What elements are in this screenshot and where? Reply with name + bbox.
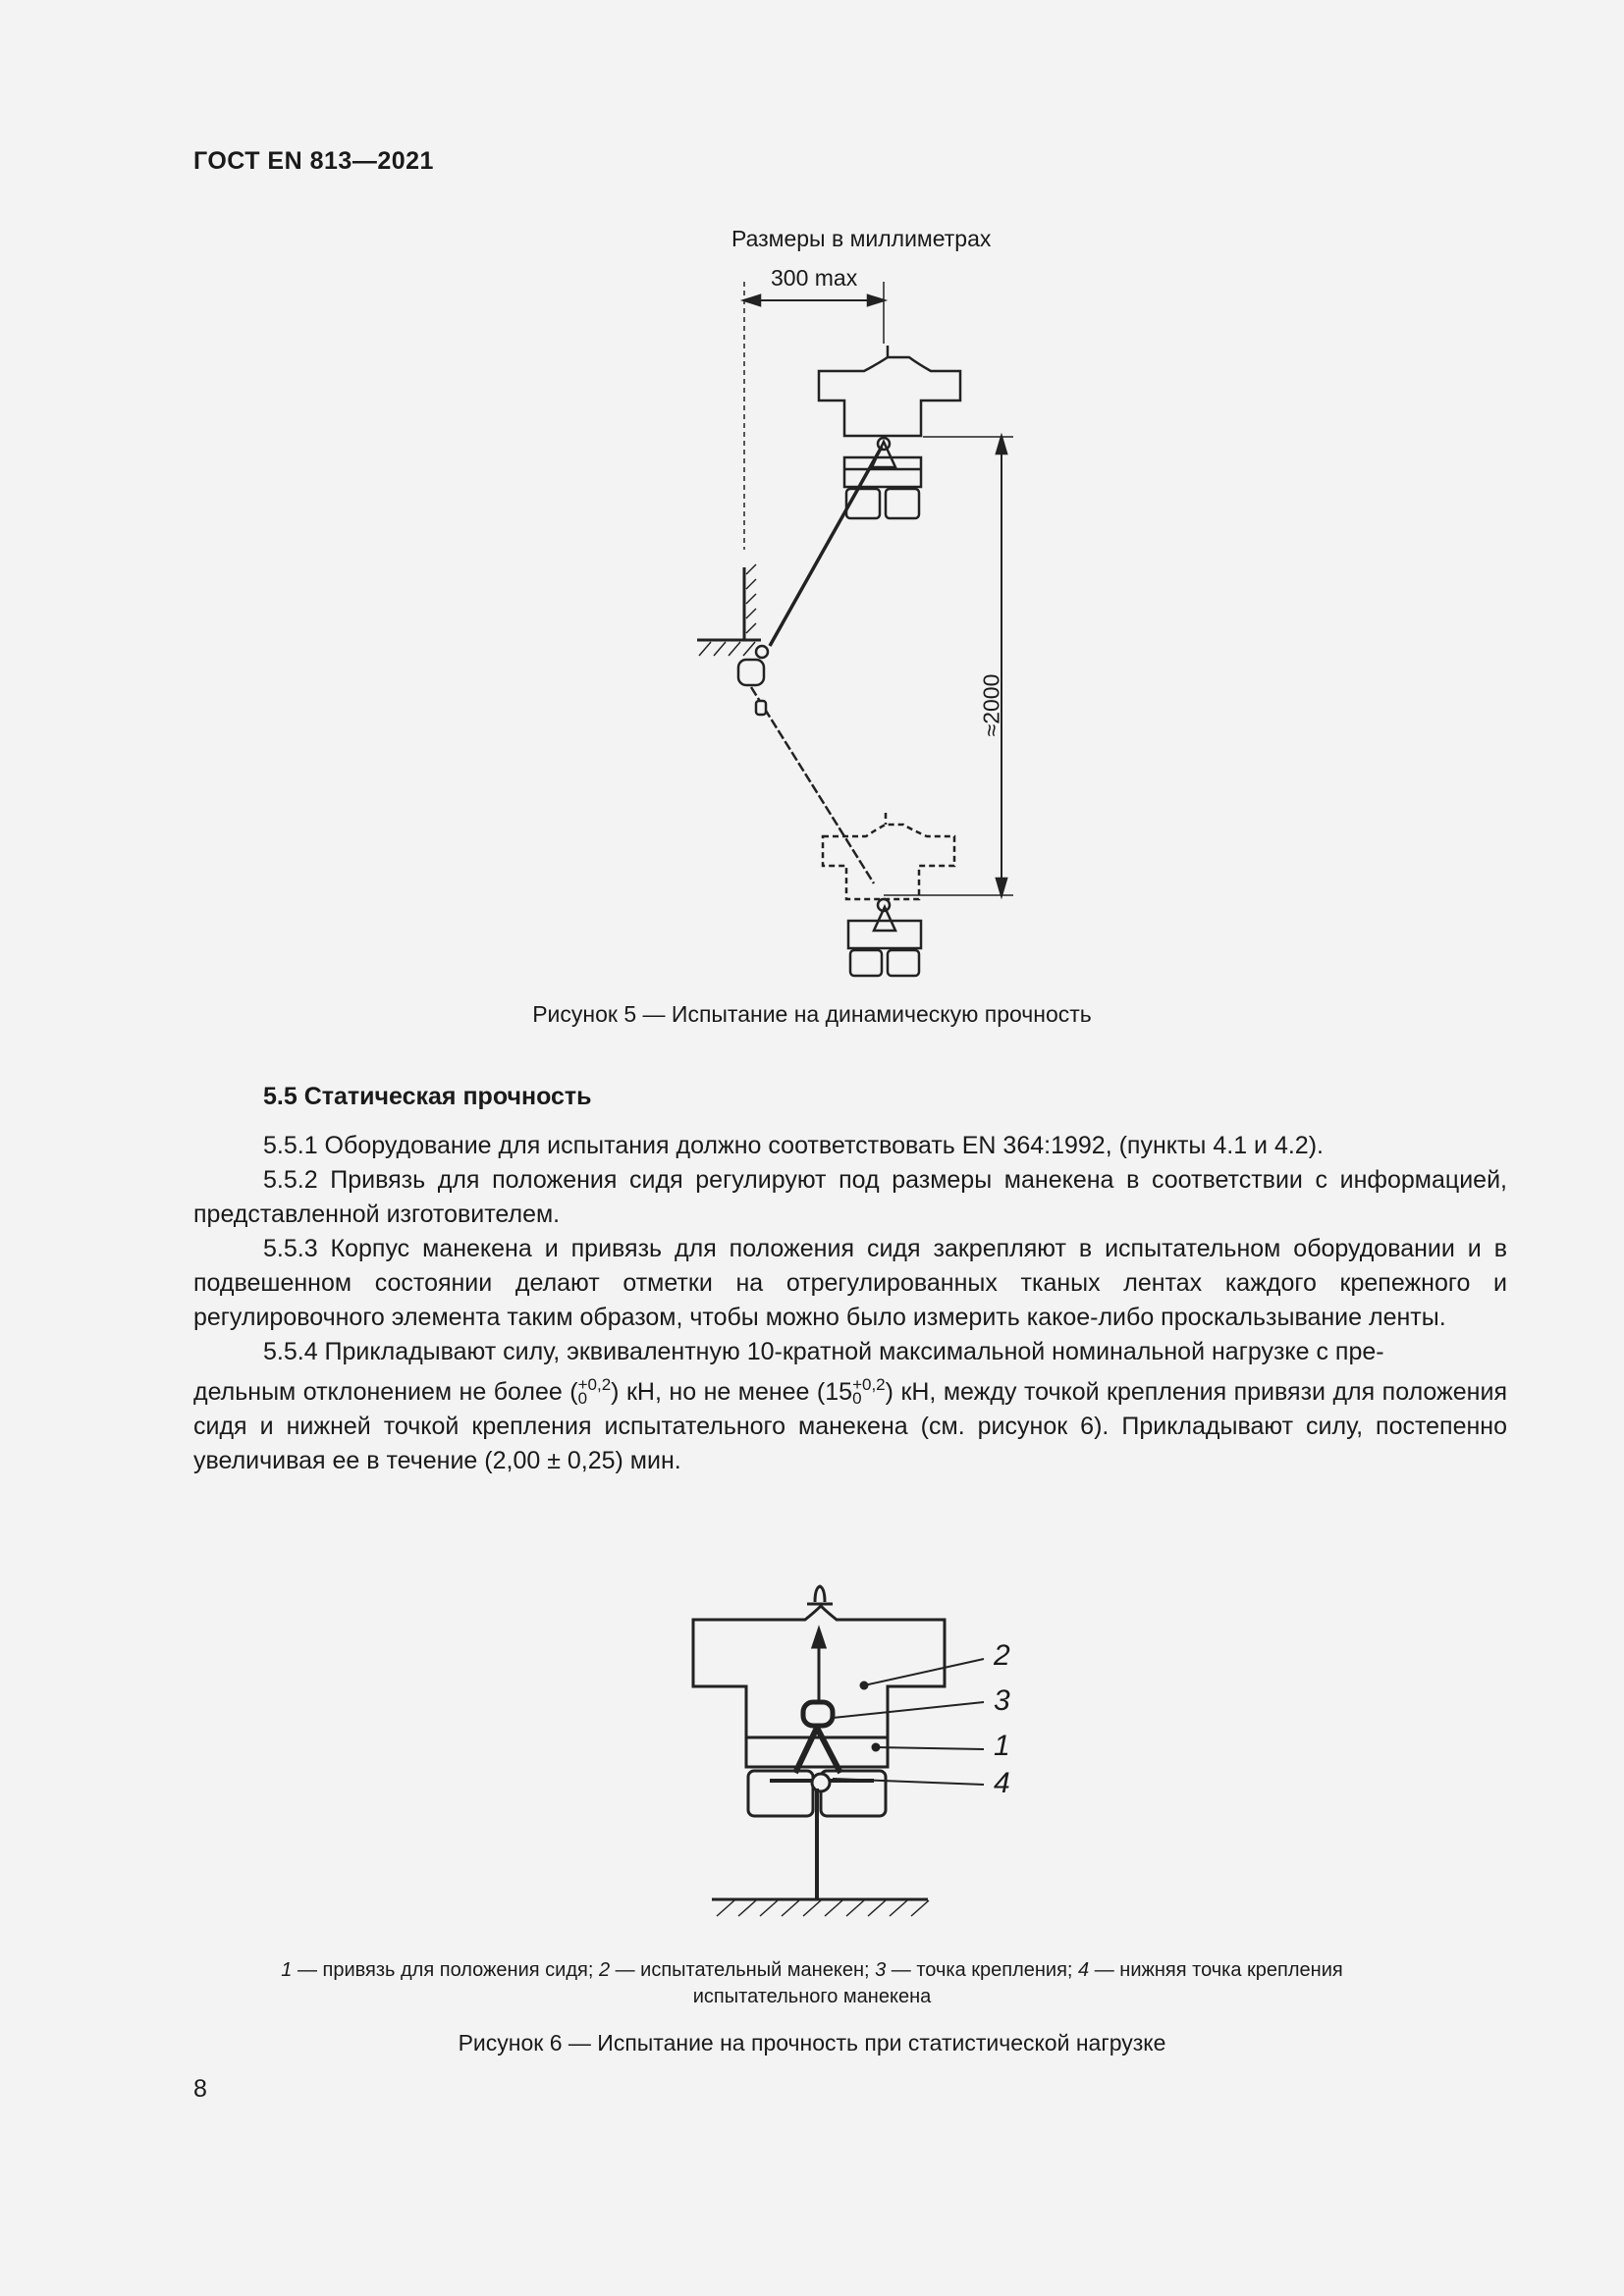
legend-num-1: 1 bbox=[281, 1959, 293, 1981]
legend-num-4: 4 bbox=[1078, 1959, 1090, 1981]
figure-5-width-dimension: 300 max bbox=[771, 265, 858, 291]
figure-5-height-dimension: ≈2000 bbox=[978, 673, 1004, 737]
figure-6-diagram bbox=[0, 1561, 1624, 1934]
tolerance-1-upper: +0,2 bbox=[577, 1375, 612, 1394]
paragraph-5-5-3: 5.5.3 Корпус манекена и привязь для положения сидя закрепляют в испытательном оборудовании и в подвешенном состоянии делают отметки на отрегулированных тканых лентах каждого крепежного и регулировочного элемента таким образом, чтобы можно было измерить какое-либо проскальзывание ленты. bbox=[193, 1235, 1507, 1331]
legend-text-2: — испытательный манекен; bbox=[610, 1959, 876, 1981]
document-header: ГОСТ EN 813—2021 bbox=[193, 147, 434, 175]
legend-text-1: — привязь для положения сидя; bbox=[292, 1959, 599, 1981]
tolerance-1-lower: 0 bbox=[577, 1389, 588, 1408]
figure-6-legend bbox=[236, 1957, 1388, 2010]
figure-6-label-4: 4 bbox=[994, 1767, 1010, 1799]
figure-5-units-note: Размеры в миллиметрах bbox=[731, 226, 992, 251]
figure-5-caption: Рисунок 5 — Испытание на динамическую прочность bbox=[532, 1001, 1092, 1027]
paragraph-5-5-4-rest: положения сидя и нижней точкой крепления испытательного манекена (см. рисунок 6). Прикладывают силу, постепенно увеличивая ее в течение (2,00 ± 0,25) мин. bbox=[193, 1378, 1507, 1474]
paragraph-5-5-4-line-1: 5.5.4 Прикладывают силу, эквивалентную 10-кратной максимальной номинальной нагрузке с пре- bbox=[263, 1338, 1384, 1365]
figure-6-label-3: 3 bbox=[994, 1684, 1010, 1717]
figure-6-caption: Рисунок 6 — Испытание на прочность при статистической нагрузке bbox=[458, 2030, 1166, 2056]
paragraph-5-5-1: 5.5.1 Оборудование для испытания должно соответствовать EN 364:1992, (пункты 4.1 и 4.2). bbox=[263, 1132, 1324, 1159]
tolerance-text-2: ) кН, но не менее (15 bbox=[611, 1378, 853, 1406]
section-body bbox=[193, 1129, 1507, 1478]
figure-6-label-2: 2 bbox=[994, 1639, 1010, 1672]
legend-num-2: 2 bbox=[598, 1959, 611, 1981]
tolerance-text-1: дельным отклонением не более ( bbox=[193, 1378, 578, 1406]
tolerance-text-3: ) кН, между точкой крепления привязи для bbox=[885, 1378, 1376, 1406]
legend-num-3: 3 bbox=[875, 1959, 887, 1981]
section-title: 5.5 Статическая прочность bbox=[263, 1083, 592, 1110]
tolerance-2 bbox=[852, 1375, 886, 1408]
paragraph-5-5-2: 5.5.2 Привязь для положения сидя регулируют под размеры манекена в соответствии с информацией, представленной изготовителем. bbox=[193, 1166, 1507, 1228]
paragraph-5-5-4-line-2 bbox=[193, 1375, 1507, 1478]
page-number: 8 bbox=[193, 2075, 207, 2103]
tolerance-1 bbox=[577, 1375, 612, 1408]
tolerance-2-lower: 0 bbox=[852, 1389, 862, 1408]
legend-text-3: — точка крепления; bbox=[886, 1959, 1079, 1981]
legend-text-4: — нижняя точка крепления испытательного манекена bbox=[692, 1959, 1343, 2007]
tolerance-2-upper: +0,2 bbox=[852, 1375, 886, 1394]
figure-5-diagram bbox=[0, 0, 1624, 1021]
figure-6-label-1: 1 bbox=[994, 1730, 1010, 1762]
